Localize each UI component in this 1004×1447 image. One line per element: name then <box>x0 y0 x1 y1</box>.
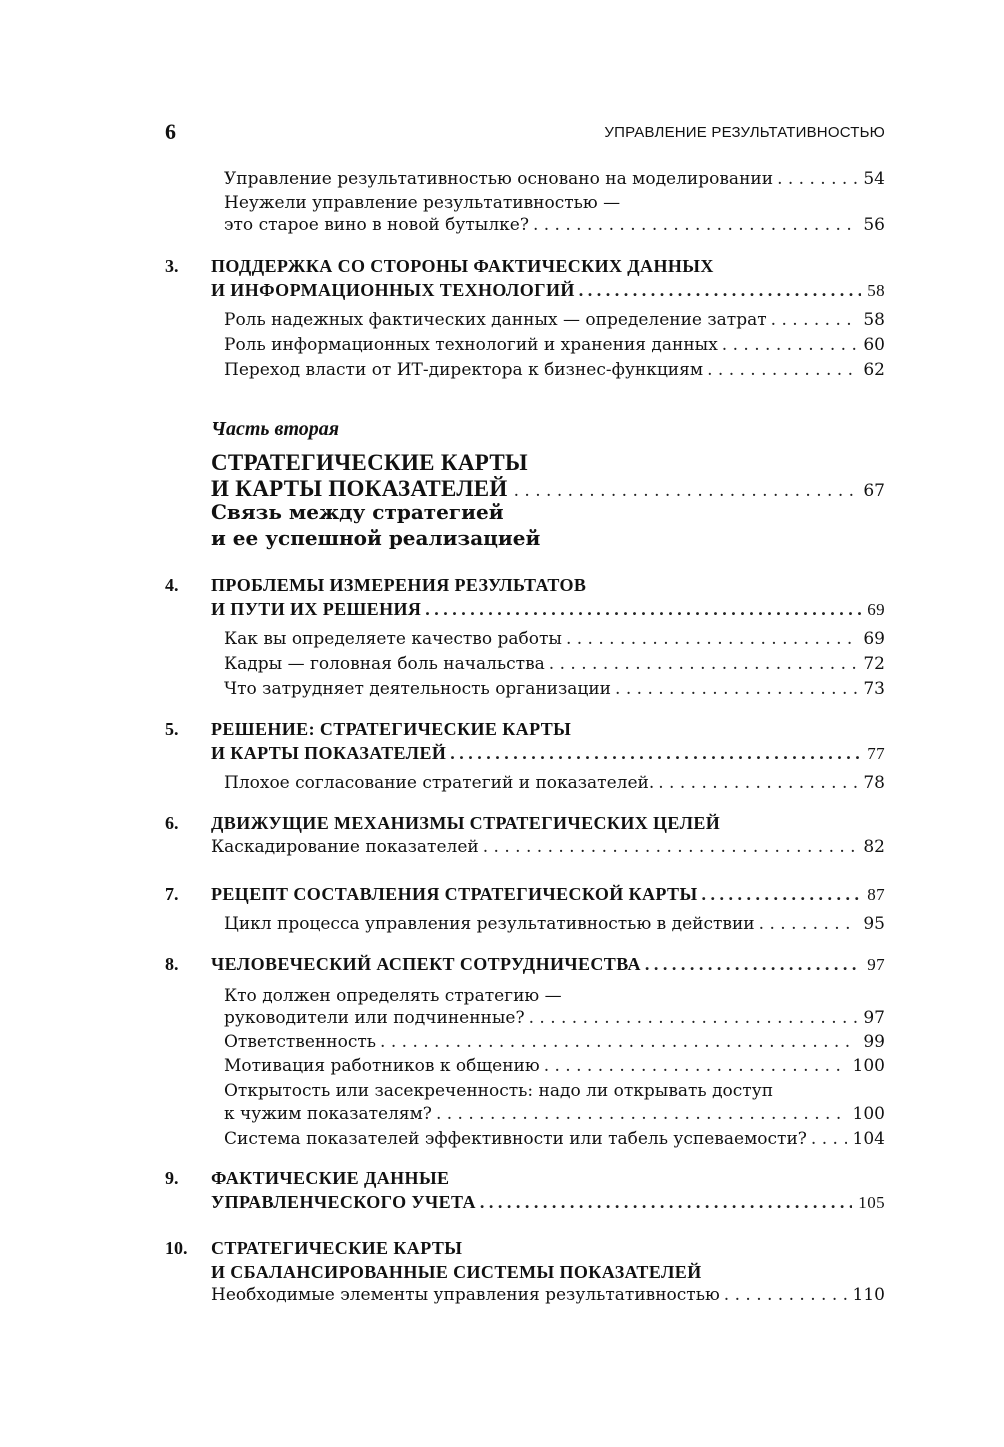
toc-entry[interactable] <box>224 652 885 676</box>
leader-dots <box>771 308 858 332</box>
toc-entry[interactable] <box>211 835 885 859</box>
leader-dots <box>544 1054 847 1078</box>
toc-entry-page: 60 <box>863 335 885 355</box>
toc-entry-page: 62 <box>863 360 885 380</box>
toc-entry-title: Мотивация работников к общению <box>224 1056 540 1076</box>
toc-entry-page: 58 <box>863 310 885 330</box>
toc-entry-title: Необходимые элементы управления результативностью <box>211 1285 720 1305</box>
toc-entry-page: 58 <box>867 281 885 300</box>
chapter-number: 9. <box>165 1168 179 1188</box>
running-head: УПРАВЛЕНИЕ РЕЗУЛЬТАТИВНОСТЬЮ <box>604 124 885 141</box>
page-header <box>165 119 885 149</box>
toc-entry-page: 110 <box>852 1285 885 1305</box>
leader-dots <box>425 597 861 621</box>
chapter-title[interactable]: ДВИЖУЩИЕ МЕХАНИЗМЫ СТРАТЕГИЧЕСКИХ ЦЕЛЕЙ <box>211 813 721 833</box>
toc-entry[interactable] <box>224 213 885 237</box>
toc-entry-title: Роль надежных фактических данных — определение затрат <box>224 310 767 330</box>
chapter-title-line2[interactable]: И СБАЛАНСИРОВАННЫЕ СИСТЕМЫ ПОКАЗАТЕЛЕЙ <box>211 1262 702 1282</box>
chapter-title-line2: И КАРТЫ ПОКАЗАТЕЛЕЙ <box>211 743 447 763</box>
toc-entry-page: 100 <box>852 1104 885 1124</box>
leader-dots <box>533 213 857 237</box>
toc-entry-page: 56 <box>863 215 885 235</box>
toc-entry[interactable] <box>224 1102 885 1126</box>
toc-entry-page: 82 <box>863 837 885 857</box>
chapter-title-line2: И ПУТИ ИХ РЕШЕНИЯ <box>211 599 422 619</box>
chapter-title-line2: И ИНФОРМАЦИОННЫХ ТЕХНОЛОГИЙ <box>211 280 575 300</box>
chapter-number: 8. <box>165 954 179 974</box>
toc-entry-title: Каскадирование показателей <box>211 837 479 857</box>
chapter-number: 5. <box>165 719 179 739</box>
part-label: Часть вторая <box>211 418 340 440</box>
toc-entry[interactable] <box>224 167 885 191</box>
leader-dots <box>724 1283 847 1307</box>
leader-dots <box>658 771 857 795</box>
toc-entry[interactable] <box>224 677 885 701</box>
part-subtitle-line2: и ее успешной реализацией <box>211 526 541 550</box>
toc-entry-title: Кадры — головная боль начальства <box>224 654 545 674</box>
chapter-entry[interactable] <box>211 741 885 765</box>
leader-dots <box>549 652 858 676</box>
toc-entry-page: 87 <box>867 885 885 904</box>
toc-entry[interactable] <box>224 1030 885 1054</box>
toc-entry[interactable] <box>224 1006 885 1030</box>
toc-entry-title: Что затрудняет деятельность организации <box>224 679 612 699</box>
chapter-entry[interactable] <box>211 278 885 302</box>
toc-entry-page: 78 <box>863 773 885 793</box>
toc-entry-page: 67 <box>863 481 885 501</box>
chapter-title-line1[interactable]: ПОДДЕРЖКА СО СТОРОНЫ ФАКТИЧЕСКИХ ДАННЫХ <box>211 256 714 276</box>
toc-entry-title: Плохое согласование стратегий и показателей. <box>224 773 655 793</box>
chapter-number: 10. <box>165 1238 188 1258</box>
toc-entry[interactable] <box>224 912 885 936</box>
toc-entry-page: 69 <box>863 629 885 649</box>
chapter-number: 7. <box>165 884 179 904</box>
toc-entry-page: 97 <box>867 955 885 974</box>
page-number: 6 <box>165 119 176 144</box>
toc-entry-page: 69 <box>867 600 885 619</box>
chapter-title-line1[interactable]: СТРАТЕГИЧЕСКИЕ КАРТЫ <box>211 1238 463 1258</box>
toc-entry-page: 72 <box>863 654 885 674</box>
chapter-number: 3. <box>165 256 179 276</box>
leader-dots <box>811 1127 847 1151</box>
toc-entry[interactable] <box>224 771 885 795</box>
leader-dots <box>702 882 862 906</box>
leader-dots <box>722 333 858 357</box>
toc-entry-title: к чужим показателям? <box>224 1104 432 1124</box>
leader-dots <box>450 741 861 765</box>
toc-entry[interactable] <box>224 627 885 651</box>
toc-entry-title: руководители или подчиненные? <box>224 1008 525 1028</box>
leader-dots <box>483 835 858 859</box>
chapter-title-line1[interactable]: ПРОБЛЕМЫ ИЗМЕРЕНИЯ РЕЗУЛЬТАТОВ <box>211 575 587 595</box>
part-subtitle-line1: Связь между стратегией <box>211 500 504 524</box>
toc-entry-page: 99 <box>863 1032 885 1052</box>
leader-dots <box>615 677 857 701</box>
toc-entry-title-line1: Открытость или засекреченность: надо ли открывать доступ <box>224 1081 774 1101</box>
chapter-title-line1[interactable]: РЕШЕНИЕ: СТРАТЕГИЧЕСКИЕ КАРТЫ <box>211 719 572 739</box>
toc-entry-page: 54 <box>863 169 885 189</box>
chapter-entry[interactable] <box>211 882 885 906</box>
toc-entry-page: 104 <box>852 1129 885 1149</box>
toc-entry-page: 105 <box>858 1193 885 1212</box>
chapter-title-line1[interactable]: ФАКТИЧЕСКИЕ ДАННЫЕ <box>211 1168 450 1188</box>
toc-entry-title: Переход власти от ИТ-директора к бизнес-функциям <box>224 360 704 380</box>
chapter-entry[interactable] <box>211 597 885 621</box>
part-title-line2: И КАРТЫ ПОКАЗАТЕЛЕЙ <box>211 476 508 501</box>
toc-entry-page: 77 <box>867 744 885 763</box>
leader-dots <box>380 1030 857 1054</box>
chapter-title-line2: УПРАВЛЕНЧЕСКОГО УЧЕТА <box>211 1192 476 1212</box>
toc-entry[interactable] <box>224 333 885 357</box>
leader-dots <box>529 1006 858 1030</box>
leader-dots <box>566 627 857 651</box>
toc-entry-title: Управление результативностью основано на моделировании <box>224 169 774 189</box>
toc-entry[interactable] <box>224 308 885 332</box>
toc-entry-title-line1: Кто должен определять стратегию — <box>224 986 562 1006</box>
chapter-entry[interactable] <box>211 1190 885 1214</box>
leader-dots <box>436 1102 847 1126</box>
toc-entry[interactable] <box>211 1283 885 1307</box>
toc-entry-title: это старое вино в новой бутылке? <box>224 215 529 235</box>
toc-entry-title: Система показателей эффективности или табель успеваемости? <box>224 1129 807 1149</box>
toc-entry-page: 73 <box>863 679 885 699</box>
leader-dots <box>514 477 862 505</box>
chapter-entry[interactable] <box>211 952 885 976</box>
toc-entry[interactable] <box>224 1127 885 1151</box>
chapter-number: 4. <box>165 575 179 595</box>
leader-dots <box>480 1190 852 1214</box>
leader-dots <box>777 167 857 191</box>
toc-entry-page: 100 <box>852 1056 885 1076</box>
toc-entry-title: Цикл процесса управления результативностью в действии <box>224 914 755 934</box>
chapter-title: РЕЦЕПТ СОСТАВЛЕНИЯ СТРАТЕГИЧЕСКОЙ КАРТЫ <box>211 884 698 904</box>
leader-dots <box>759 912 858 936</box>
chapter-title: ЧЕЛОВЕЧЕСКИЙ АСПЕКТ СОТРУДНИЧЕСТВА <box>211 954 641 974</box>
toc-entry-title: Ответственность <box>224 1032 377 1052</box>
toc-entry-page: 97 <box>863 1008 885 1028</box>
chapter-number: 6. <box>165 813 179 833</box>
toc-entry-title: Роль информационных технологий и хранения данных <box>224 335 718 355</box>
leader-dots <box>645 952 861 976</box>
toc-entry[interactable] <box>224 358 885 382</box>
toc-entry-page: 95 <box>863 914 885 934</box>
leader-dots <box>707 358 857 382</box>
toc-entry[interactable] <box>224 1054 885 1078</box>
leader-dots <box>579 278 861 302</box>
part-title-line1[interactable]: СТРАТЕГИЧЕСКИЕ КАРТЫ <box>211 450 528 475</box>
toc-entry-title-line1: Неужели управление результативностью — <box>224 193 621 213</box>
toc-entry-title: Как вы определяете качество работы <box>224 629 562 649</box>
